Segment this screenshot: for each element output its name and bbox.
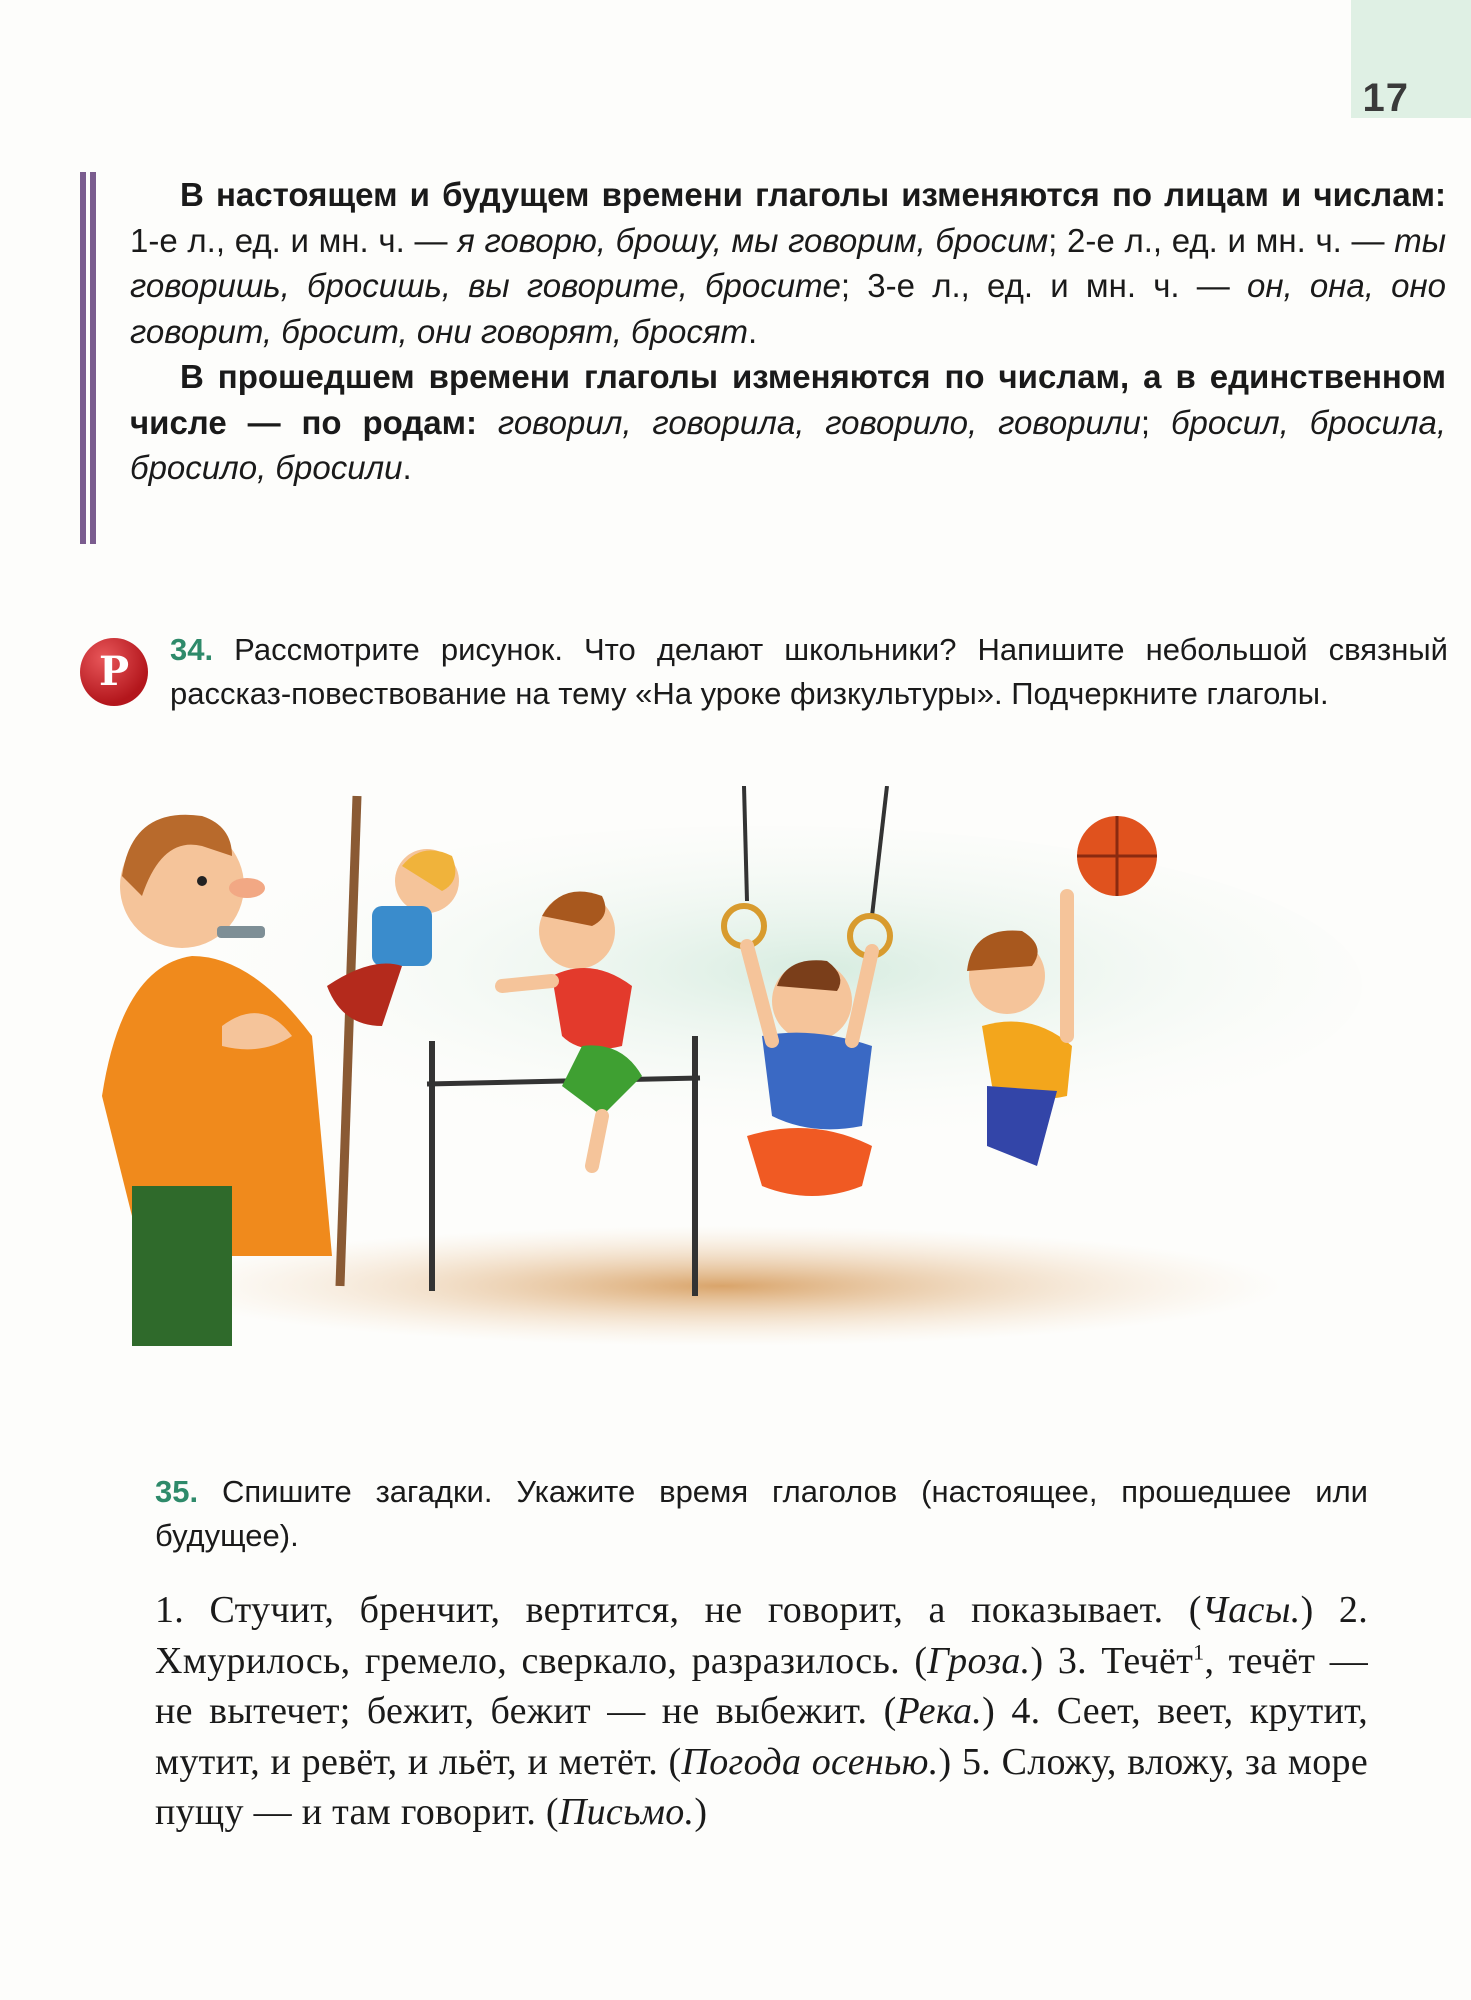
whistle-icon	[217, 926, 265, 938]
rule-text	[130, 172, 1446, 491]
riddles-text: 1. Стучит, бренчит, вертится, не говорит, а показывает. (Часы.) 2. Хмурилось, гремело, сверкало, разразилось. (Гроза.) 3. Течёт$^1$, течёт — не вытечет; бежит, бежит — не выбежит. (Река.) 4. Сеет, веет, крутит, мутит, и ревёт, и льёт, и метёт. (Погода осенью.) 5. Сложу, вложу, за море пущу — и там говорит. (Письмо.)	[155, 1589, 1369, 1833]
exercise-35-number: 35.	[155, 1474, 199, 1509]
riddle-4-answer: Погода осенью.	[681, 1740, 939, 1783]
example-first-person: я говорю, брошу, мы говорим, бросим	[457, 221, 1049, 259]
rule-paragraph-1: В настоящем и будущем времени глаголы изменяются по лицам и числам: 1-е л., ед. и мн. ч. — я говорю, брошу, мы говорим, бросим; 2-е л., ед. и мн. ч. — ты говоришь, бросишь, вы говорите, бросите; 3-е л., ед. и мн. ч. — он, она, оно говорит, бросит, они говорят, бросят.	[130, 176, 1447, 350]
page-number: 17	[1362, 76, 1409, 120]
rule-heading-present-future: В настоящем и будущем времени глаголы изменяются по лицам и числам:	[180, 176, 1446, 213]
rule-paragraph-2: В прошедшем времени глаголы изменяются по числам, а в единственном числе — по родам: говорил, говорила, говорило, говорили; бросил, бросила, бросило, бросили.	[130, 358, 1446, 486]
exercise-34-text: 34. Рассмотрите рисунок. Что делают школьники? Напишите небольшой связный рассказ-повествование на тему «На уроке физкультуры». Подчеркните глаголы.	[170, 632, 1448, 711]
exercise-35-instruction: 35. Спишите загадки. Укажите время глаголов (настоящее, прошедшее или будущее).	[155, 1474, 1368, 1553]
speech-development-badge-icon: Р	[80, 638, 148, 706]
example-past-govorit: говорил, говорила, говорило, говорили	[477, 403, 1141, 441]
riddle-3-answer: Река.	[896, 1690, 983, 1732]
pe-lesson-illustration	[82, 786, 1372, 1366]
example-third-person: он, она, оно говорит, бросит, они говорят, бросят	[130, 267, 1447, 350]
riddle-4: ) 4. Сеет, веет, крутит, мутит, и ревёт, и льёт, и метёт. (	[155, 1690, 1369, 1783]
riddle-2-answer: Гроза.	[927, 1639, 1031, 1682]
riddle-2: ) 2. Хмурилось, гремело, сверкало, разразилось. (	[155, 1589, 1368, 1682]
riddle-1: 1. Стучит, бренчит, вертится, не говорит, а показывает. (	[155, 1589, 1202, 1631]
example-past-brosit: бросил, бросила, бросило, бросили	[130, 403, 1446, 486]
example-second-person: ты говоришь, бросишь, вы говорите, бросите	[130, 221, 1446, 304]
riddle-5-answer: Письмо.	[558, 1791, 695, 1833]
rule-margin-bars	[80, 172, 98, 544]
riddle-3: ) 3. Течёт	[1030, 1639, 1194, 1682]
riddle-5: ) 5. Сложу, вложу, за море пущу — и там говорит. (	[155, 1740, 1368, 1833]
footnote-marker: 1	[1193, 1638, 1205, 1664]
riddle-1-answer: Часы.	[1201, 1589, 1301, 1631]
rule-heading-past: В прошедшем времени глаголы изменяются по числам, а в единственном числе — по родам:	[130, 358, 1446, 441]
exercise-34-number: 34.	[170, 632, 214, 667]
